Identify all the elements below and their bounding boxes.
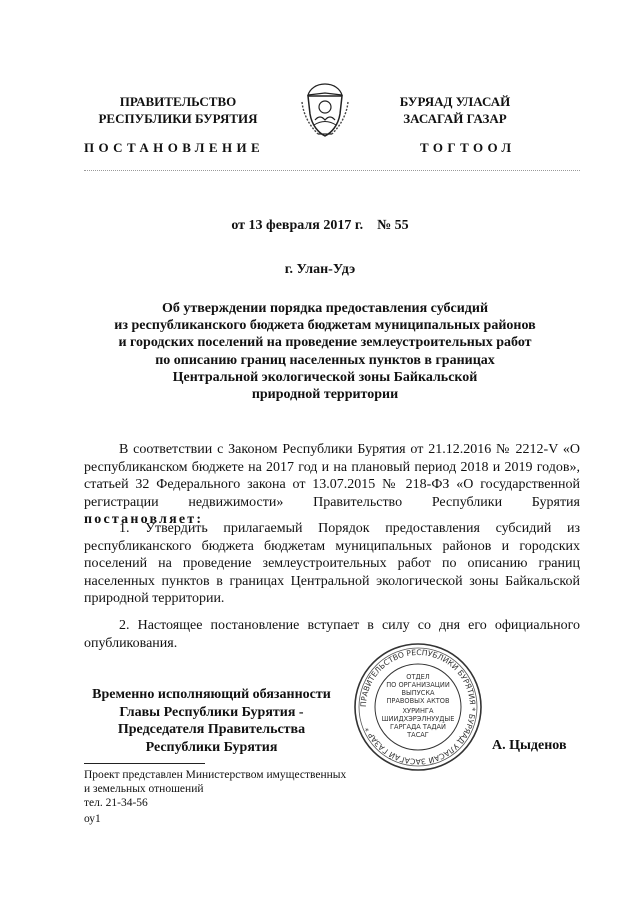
- document-code: оу1: [84, 813, 101, 825]
- position-line: Председателя Правительства: [117, 722, 306, 737]
- document-city: г. Улан-Удэ: [284, 262, 356, 277]
- item-2-paragraph: 2. Настоящее постановление вступает в силу со дня его официального опубликования.: [84, 618, 580, 651]
- document-title: [95, 300, 555, 403]
- stamp-line: ХУРИНГА: [402, 707, 434, 715]
- position-line: Республики Бурятия: [145, 739, 278, 755]
- stamp-line: ШИИДХЭРЭЛНУУДЫЕ: [381, 715, 455, 723]
- government-name-line2: РЕСПУБЛИКИ БУРЯТИЯ: [98, 111, 258, 126]
- government-name-buryat-line2: ЗАСАГАЙ ГАЗАР: [403, 111, 507, 126]
- preamble-text: В соответствии с Законом Республики Бурятия от 21.12.2016 № 2212-V «О республиканском бюджете на 2017 год и на плановый период 2018 и 2019 годов», статьей 32 Федерального закона от 13.07.2015 № 218-ФЗ «О государственной регистрации недвижимости» Правительство Республики Бурятия: [84, 442, 580, 510]
- footer-line: Проект представлен Министерством имущественных: [84, 769, 347, 781]
- government-name-line1: ПРАВИТЕЛЬСТВО: [119, 94, 237, 109]
- header-divider: [84, 170, 580, 171]
- title-line: природной территории: [251, 387, 399, 403]
- position-line: Временно исполняющий обязанности: [92, 687, 331, 702]
- header-right: [370, 93, 540, 127]
- stamp-line: ПО ОРГАНИЗАЦИИ: [386, 681, 450, 689]
- stamp-line: ВЫПУСКА: [401, 689, 435, 697]
- coat-of-arms-icon: [296, 80, 354, 140]
- preamble-paragraph: [84, 441, 580, 529]
- footer-phone: тел. 21-34-56: [84, 797, 148, 809]
- stamp-line: ПРАВОВЫХ АКТОВ: [386, 697, 450, 705]
- official-seal-icon: [352, 641, 484, 773]
- title-line: Об утверждении порядка предоставления субсидий: [161, 301, 489, 316]
- document-type-buryat: ТОГТООЛ: [420, 140, 516, 155]
- footer-divider: [84, 763, 205, 764]
- item-1-paragraph: 1. Утвердить прилагаемый Порядок предоставления субсидий из республиканского бюджета бюджетам муниципальных районов и городских поселений на проведение землеустроительных работ по описанию границ населенных пунктов в границах Центральной экологической зоны Байкальской природной территории.: [84, 521, 580, 606]
- title-line: Центральной экологической зоны Байкальской: [172, 369, 478, 385]
- position-line: Главы Республики Бурятия -: [119, 704, 304, 720]
- title-line: из республиканского бюджета бюджетам муниципальных районов: [114, 318, 536, 334]
- signatory-position: [84, 686, 339, 756]
- document-date-number: от 13 февраля 2017 г. № 55: [231, 218, 409, 233]
- footer-line: и земельных отношений: [84, 783, 204, 795]
- resolves-keyword: постановляет:: [84, 512, 204, 527]
- stamp-line: ТАСАГ: [407, 731, 429, 739]
- title-line: и городских поселений на проведение землеустроительных работ: [118, 335, 532, 351]
- government-name-buryat-line1: БУРЯАД УЛАСАЙ: [399, 94, 511, 109]
- header-left: [88, 93, 268, 127]
- signatory-name: А. Цыденов: [492, 738, 567, 753]
- stamp-ring-text: ПРАВИТЕЛЬСТВО РЕСПУБЛИКИ БУРЯТИЯ * БУРЯАД УЛАСАЙ ЗАСАГАЙ ГАЗАР *: [358, 647, 478, 767]
- title-line: по описанию границ населенных пунктов в границах: [155, 352, 495, 368]
- stamp-line: ОТДЕЛ: [406, 673, 430, 681]
- stamp-line: ГАРГАДА ТАДАЙ: [390, 723, 446, 731]
- document-type-russian: ПОСТАНОВЛЕНИЕ: [84, 140, 265, 155]
- footer-note: [84, 768, 346, 810]
